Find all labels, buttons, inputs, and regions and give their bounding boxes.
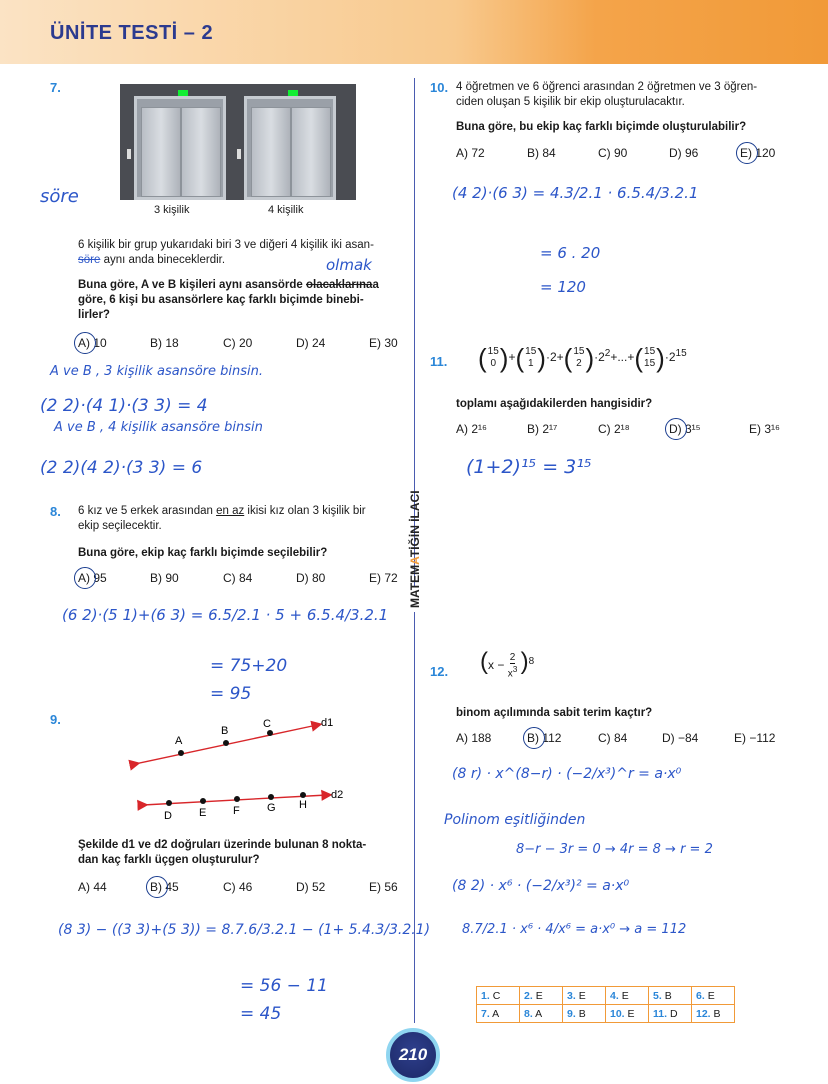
- answer-key-cell: 8. A: [520, 1005, 563, 1023]
- label-h: H: [299, 799, 307, 811]
- q11-option-e[interactable]: E) 3¹⁶: [749, 422, 780, 436]
- q10-option-c[interactable]: C) 90: [598, 146, 628, 160]
- point-b: [223, 740, 229, 746]
- point-h: [300, 792, 306, 798]
- q8-handwriting-line1: (6 2)·(5 1)+(6 3) = 6.5/2.1 · 5 + 6.5.4/3.2.1: [62, 606, 389, 624]
- q10-option-d[interactable]: D) 96: [669, 146, 699, 160]
- elevator-image: [120, 84, 356, 200]
- q12-handwriting-line2: Polinom eşitliğinden: [444, 812, 586, 828]
- point-c: [267, 730, 273, 736]
- answer-key-cell: 10. E: [606, 1005, 649, 1023]
- label-a: A: [175, 735, 183, 747]
- q12-expression: (x − $\frac{2}{x^3}$ )$^8$: [480, 647, 535, 680]
- label-d1: d1: [321, 717, 334, 729]
- q8-handwriting-line3: = 95: [210, 684, 252, 704]
- q12-handwriting-line3: 8−r − 3r = 0 → 4r = 8 → r = 2: [516, 842, 713, 857]
- answer-key-cell: 5. B: [649, 987, 692, 1005]
- q9-handwriting-line3: = 45: [240, 1004, 282, 1024]
- q9-lines-diagram: [125, 712, 355, 824]
- answer-key-cell: 2. E: [520, 987, 563, 1005]
- q11-number: 11.: [430, 354, 448, 369]
- q11-option-a[interactable]: A) 2¹⁶: [456, 422, 487, 436]
- q10-question: Buna göre, bu ekip kaç farklı biçimde oluşturulabilir?: [456, 121, 747, 133]
- answer-key-cell: 1. C: [477, 987, 520, 1005]
- q11-option-c[interactable]: C) 2¹⁸: [598, 422, 630, 436]
- q8-number: 8.: [50, 504, 61, 519]
- q9-option-d[interactable]: D) 52: [296, 880, 326, 894]
- q7-handwriting-sore: söre: [40, 186, 79, 207]
- q7-options: [78, 336, 398, 350]
- label-c: C: [263, 718, 271, 730]
- q10-text: 4 öğretmen ve 6 öğrenci arasından 2 öğretmen ve 3 öğren- ciden oluşan 5 kişilik bir ekip oluşturulacaktır.: [456, 81, 758, 108]
- q12-handwriting-line5: 8.7/2.1 · x⁶ · 4/x⁶ = a·x⁰ → a = 112: [462, 922, 687, 937]
- q9-option-a[interactable]: A) 44: [78, 880, 107, 894]
- q10-option-a[interactable]: A) 72: [456, 146, 485, 160]
- q9-option-b[interactable]: B) 45: [150, 880, 223, 894]
- q8-text: 6 kız ve 5 erkek arasından en az ikisi kız olan 3 kişilik bir ekip seçilecektir.: [78, 505, 366, 532]
- q8-options: [78, 571, 398, 585]
- q9-handwriting-line1: (8 3) − ((3 3)+(5 3)) = 8.7.6/3.2.1 − (1+ 5.4.3/3.2.1): [58, 922, 431, 938]
- label-b: B: [221, 725, 229, 737]
- q12-option-d[interactable]: D) −84: [662, 731, 699, 745]
- q7-question: Buna göre, A ve B kişileri aynı asansörde olacaklarınaa göre, 6 kişi bu asansörlere kaç farklı biçimde binebi- lirler?: [78, 279, 379, 321]
- label-d: D: [164, 810, 172, 822]
- brand-label: MATEMATİĞİN İLACI: [408, 586, 428, 612]
- answer-key-table: [476, 986, 735, 1023]
- q10-handwriting-line2: = 6 . 20: [540, 244, 601, 262]
- q7-handwriting-line3: A ve B , 4 kişilik asansöre binsin: [54, 420, 263, 435]
- q10-handwriting-line3: = 120: [540, 278, 586, 296]
- q7-option-a[interactable]: A) 10: [78, 336, 150, 350]
- q10-option-b[interactable]: B) 84: [527, 146, 556, 160]
- q12-question: binom açılımında sabit terim kaçtır?: [456, 707, 653, 719]
- q12-option-a[interactable]: A) 188: [456, 731, 492, 745]
- q8-option-b[interactable]: B) 90: [150, 571, 179, 585]
- q12-option-b[interactable]: B) 112: [527, 731, 598, 745]
- label-g: G: [267, 802, 276, 814]
- q11-handwriting-line1: (1+2)¹⁵ = 3¹⁵: [466, 456, 592, 478]
- answer-key-cell: 12. B: [692, 1005, 735, 1023]
- q11-option-b[interactable]: B) 2¹⁷: [527, 422, 558, 436]
- q8-option-e[interactable]: E) 72: [369, 571, 398, 585]
- q11-option-d[interactable]: D) 3¹⁵: [669, 422, 749, 436]
- q7-option-c[interactable]: C) 20: [223, 336, 253, 350]
- q10-handwriting-line1: (4 2)·(6 3) = 4.3/2.1 · 6.5.4/3.2.1: [452, 184, 699, 202]
- answer-key-cell: 3. E: [563, 987, 606, 1005]
- q10-option-e[interactable]: E) 120: [740, 146, 776, 160]
- q8-option-c[interactable]: C) 84: [223, 571, 253, 585]
- q7-text: 6 kişilik bir grup yukarıdaki biri 3 ve diğeri 4 kişilik iki asan- söre aynı anda bineceklerdir.: [78, 239, 374, 266]
- answer-key-cell: 11. D: [649, 1005, 692, 1023]
- point-a: [178, 750, 184, 756]
- q9-handwriting-line2: = 56 − 11: [240, 976, 328, 996]
- q9-question: Şekilde d1 ve d2 doğruları üzerinde bulunan 8 nokta- dan kaç farklı üçgen oluşturulur?: [78, 839, 367, 866]
- q12-option-e[interactable]: E) −112: [734, 731, 776, 745]
- q7-handwriting-line4: (2 2)(4 2)·(3 3) = 6: [40, 458, 203, 478]
- q9-option-c[interactable]: C) 46: [223, 880, 253, 894]
- q7-option-b[interactable]: B) 18: [150, 336, 179, 350]
- label-d2: d2: [331, 789, 344, 801]
- q7-handwriting-olmak: olmak: [326, 256, 372, 274]
- q9-options: [78, 880, 398, 894]
- q8-option-a[interactable]: A) 95: [78, 571, 150, 585]
- q12-options: [456, 731, 775, 745]
- point-e: [200, 798, 206, 804]
- point-f: [234, 796, 240, 802]
- q12-handwriting-line4: (8 2) · x⁶ · (−2/x³)² = a·x⁰: [452, 878, 630, 894]
- answer-key-cell: 7. A: [477, 1005, 520, 1023]
- q9-number: 9.: [50, 712, 61, 727]
- answer-key-cell: 9. B: [563, 1005, 606, 1023]
- q8-question: Buna göre, ekip kaç farklı biçimde seçilebilir?: [78, 547, 328, 559]
- q8-handwriting-line2: = 75+20: [210, 656, 288, 676]
- point-d: [166, 800, 172, 806]
- page-header: [0, 0, 828, 64]
- q9-option-e[interactable]: E) 56: [369, 880, 398, 894]
- q8-option-d[interactable]: D) 80: [296, 571, 326, 585]
- q7-option-d[interactable]: D) 24: [296, 336, 326, 350]
- answer-key-cell: 6. E: [692, 987, 735, 1005]
- page-number-badge: 210: [386, 1028, 440, 1082]
- q11-options: [456, 422, 780, 436]
- q11-question: toplamı aşağıdakilerden hangisidir?: [456, 398, 653, 410]
- q7-handwriting-line2: (2 2)·(4 1)·(3 3) = 4: [40, 396, 208, 416]
- unit-test-title: ÜNİTE TESTİ – 2: [50, 22, 214, 44]
- q7-handwriting-line1: A ve B , 3 kişilik asansöre binsin.: [50, 364, 263, 379]
- q12-number: 12.: [430, 664, 449, 679]
- q12-handwriting-line1: (8 r) · x^(8−r) · (−2/x³)^r = a·x⁰: [452, 766, 682, 782]
- label-f: F: [233, 805, 240, 817]
- elevator-caption-4: 4 kişilik: [268, 204, 304, 216]
- q10-number: 10.: [430, 80, 449, 95]
- answer-key-cell: 4. E: [606, 987, 649, 1005]
- q10-options: [456, 146, 775, 160]
- elevator-caption-3: 3 kişilik: [154, 204, 190, 216]
- q12-option-c[interactable]: C) 84: [598, 731, 628, 745]
- q7-option-e[interactable]: E) 30: [369, 336, 398, 350]
- label-e: E: [199, 807, 207, 819]
- q7-number: 7.: [50, 80, 61, 95]
- point-g: [268, 794, 274, 800]
- q11-expression: ( 15 0 ) + ( 15 1 ) ·2+ ( 15 2 ) $\cdot 2^2+...+$ ( 15 15 ) $\cdot 2^{15}$: [478, 343, 687, 373]
